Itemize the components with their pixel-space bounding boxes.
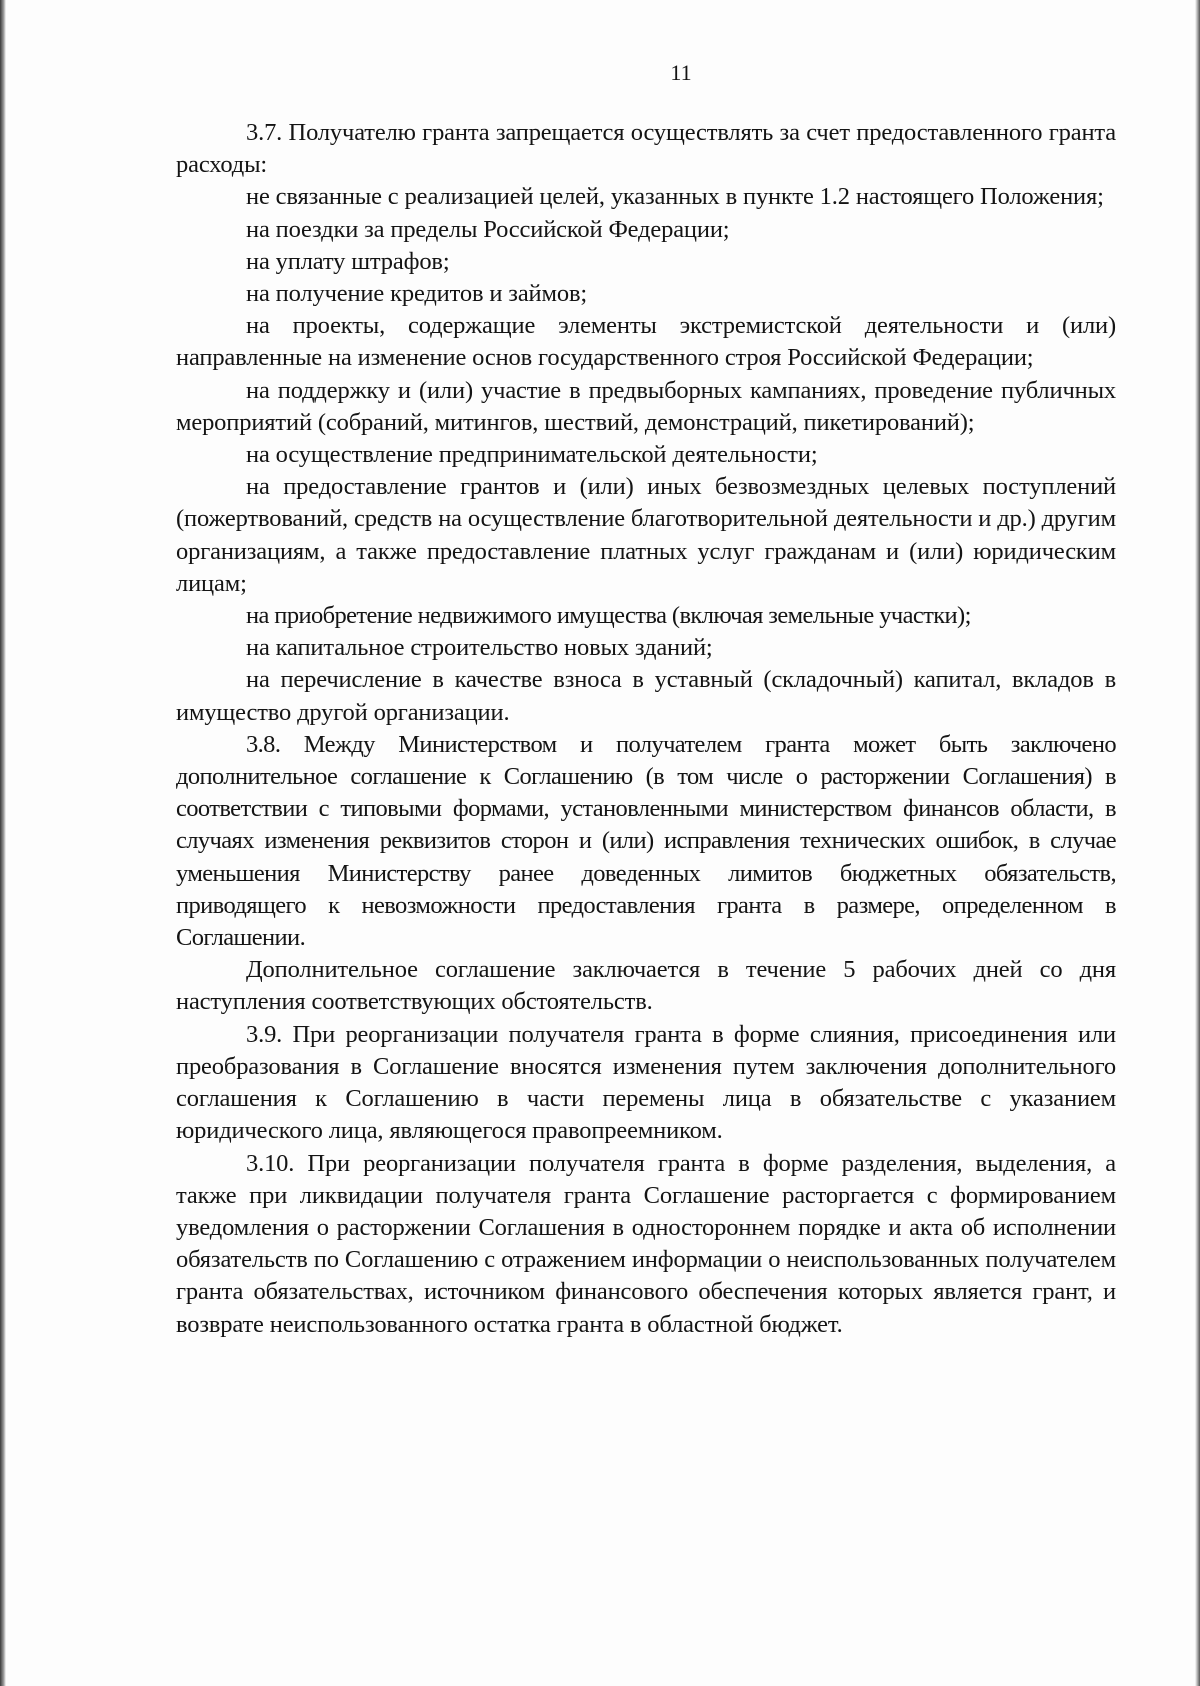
page-number: 11 — [670, 60, 692, 85]
scan-edge-right — [1195, 0, 1200, 1686]
list-item-fines: на уплату штрафов; — [246, 247, 450, 275]
paragraph-additional-agreement: Дополнительное соглашение заключается в течение 5 рабочих дней со дня наступления соответствующих обстоятельств. — [176, 956, 1116, 1016]
list-item-election-campaigns: на поддержку и (или) участие в предвыборных кампаниях, проведение публичных мероприятий (собраний, митингов, шествий, демонстраций, пикетирований); — [176, 376, 1116, 436]
list-item-capital-contribution: на перечисление в качестве взноса в уставный (складочный) капитал, вкладов в имущество другой организации. — [176, 666, 1116, 726]
list-item-loans: на получение кредитов и займов; — [246, 280, 588, 308]
document-body — [176, 117, 1116, 1341]
paragraph-3-8: 3.8. Между Министерством и получателем гранта может быть заключено дополнительное соглашение к Соглашению (в том числе о расторжении Соглашения) в соответствии с типовыми формами, установленными министерством финансов области, в случаях изменения реквизитов сторон и (или) исправления технических ошибок, в случае уменьшения Министерству ранее доведенных лимитов бюджетных обязательств, приводящего к невозможности предоставления гранта в размере, определенном в Соглашении. — [176, 730, 1116, 952]
paragraph-3-10: 3.10. При реорганизации получателя гранта в форме разделения, выделения, а также при ликвидации получателя гранта Соглашение расторгается с формированием уведомления о расторжении Соглашения в одностороннем порядке и акта об исполнении обязательств по Соглашению с отражением информации о неиспользованных получателем гранта обязательствах, источником финансового обеспечения которых является грант, и возврате неиспользованного остатка гранта в областной бюджет. — [176, 1149, 1116, 1338]
list-item-unrelated-goals: не связанные с реализацией целей, указанных в пункте 1.2 настоящего Положения; — [246, 183, 1104, 211]
paragraph-3-7-intro: 3.7. Получателю гранта запрещается осуществлять за счет предоставленного гранта расходы: — [176, 119, 1116, 179]
paragraph-3-9: 3.9. При реорганизации получателя гранта в форме слияния, присоединения или преобразования в Соглашение вносятся изменения путем заключения дополнительного соглашения к Соглашению в части перемены лица в обязательстве с указанием юридического лица, являющегося правопреемником. — [176, 1020, 1116, 1145]
list-item-business-activity: на осуществление предпринимательской деятельности; — [246, 441, 818, 469]
list-item-extremist-projects: на проекты, содержащие элементы экстремистской деятельности и (или) направленные на изменение основ государственного строя Российской Федерации; — [176, 312, 1116, 372]
list-item-trips-abroad: на поездки за пределы Российской Федерации; — [246, 215, 730, 243]
scan-edge-left — [0, 0, 6, 1686]
list-item-grants-to-others: на предоставление грантов и (или) иных безвозмездных целевых поступлений (пожертвований, средств на осуществление благотворительной деятельности и др.) другим организациям, а также предоставление платных услуг гражданам и (или) юридическим лицам; — [176, 473, 1116, 597]
list-item-real-estate: на приобретение недвижимого имущества (включая земельные участки); — [246, 602, 971, 630]
list-item-construction: на капитальное строительство новых зданий; — [246, 634, 713, 662]
